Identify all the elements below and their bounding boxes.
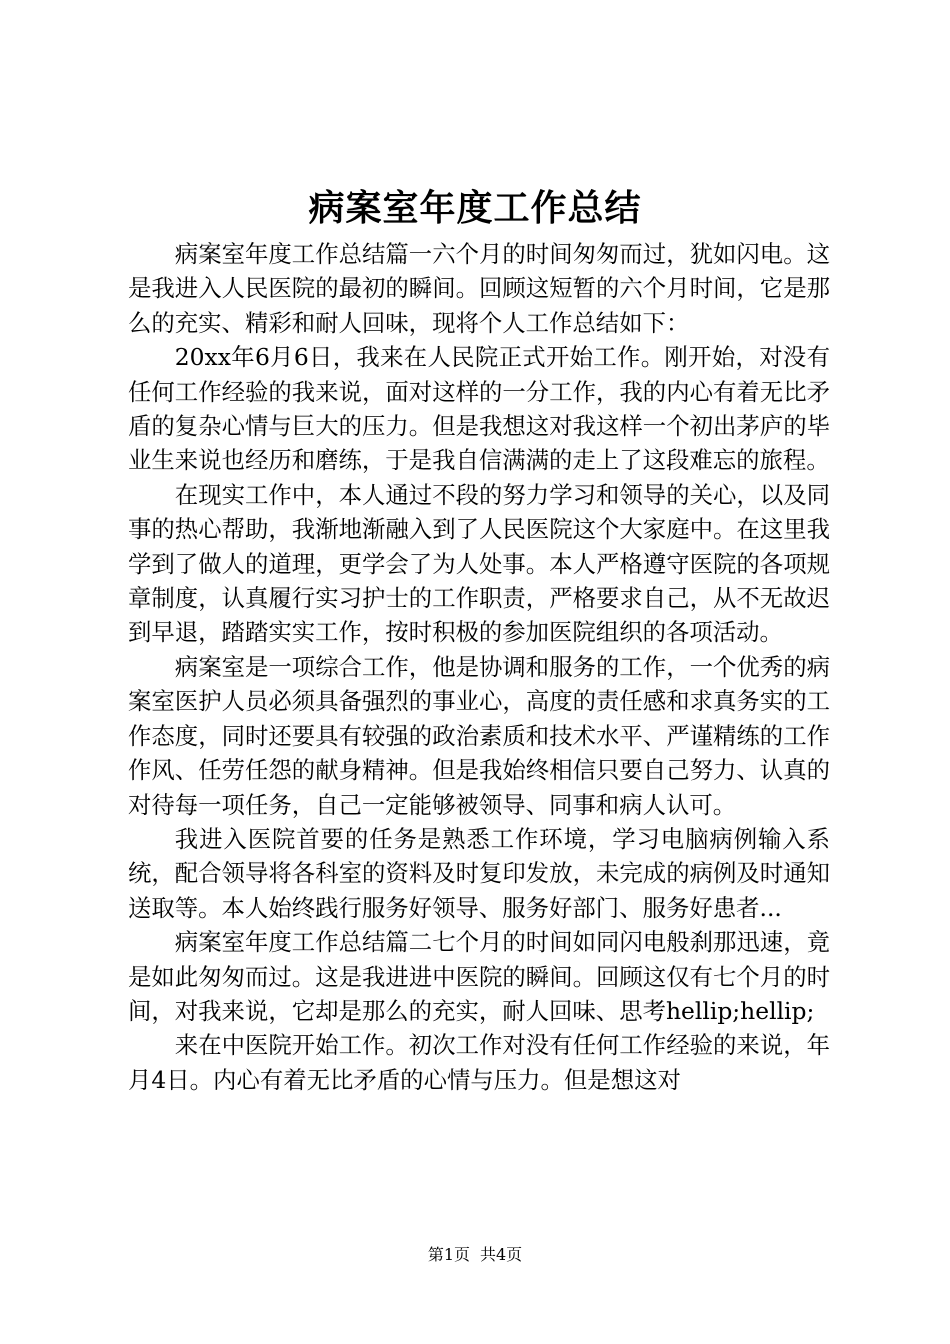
document-body: [128, 237, 830, 1097]
document-title: 病案室年度工作总结: [308, 187, 642, 229]
paragraph-4: 病案室是一项综合工作，他是协调和服务的工作，一个优秀的病案室医护人员必须具备强烈的事业心，高度的责任感和求真务实的工作态度，同时还要具有较强的政治素质和技术水平、严谨精练的工作作风、任劳任怨的献身精神。但是我始终相信只要自己努力、认真的对待每一项任务，自己一定能够被领导、同事和病人认可。: [128, 652, 830, 819]
page-total: 共4页: [480, 1245, 523, 1264]
paragraph-7: 来在中医院开始工作。初次工作对没有任何工作经验的来说，年月4日。内心有着无比矛盾的心情与压力。但是想这对: [128, 1031, 830, 1094]
paragraph-3: 在现实工作中，本人通过不段的努力学习和领导的关心，以及同事的热心帮助，我渐地渐融入到了人民医院这个大家庭中。在这里我学到了做人的道理，更学会了为人处事。本人严格遵守医院的各项规章制度，认真履行实习护士的工作职责，严格要求自己，从不无故迟到早退，踏踏实实工作，按时积极的参加医院组织的各项活动。: [128, 480, 830, 647]
page-number: 第1页: [427, 1245, 470, 1264]
paragraph-1: 病案室年度工作总结篇一六个月的时间匆匆而过，犹如闪电。这是我进入人民医院的最初的瞬间。回顾这短暂的六个月时间，它是那么的充实、精彩和耐人回味，现将个人工作总结如下：: [128, 240, 830, 337]
paragraph-5: 我进入医院首要的任务是熟悉工作环境，学习电脑病例输入系统，配合领导将各科室的资料及时复印发放，未完成的病例及时通知送取等。本人始终践行服务好领导、服务好部门、服务好患者...: [128, 824, 830, 922]
paragraph-6: 病案室年度工作总结篇二七个月的时间如同闪电般刹那迅速，竟是如此匆匆而过。这是我进进中医院的瞬间。回顾这仅有七个月的时间，对我来说，它却是那么的充实，耐人回味、思考hellip;hellip;: [128, 928, 830, 1025]
paragraph-2: 20xx年6月6日，我来在人民院正式开始工作。刚开始，对没有任何工作经验的我来说，面对这样的一分工作，我的内心有着无比矛盾的复杂心情与巨大的压力。但是我想这对我这样一个初出茅庐的毕业生来说也经历和磨练，于是我自信满满的走上了这段难忘的旅程。: [128, 343, 830, 475]
page-footer: [0, 1244, 950, 1266]
